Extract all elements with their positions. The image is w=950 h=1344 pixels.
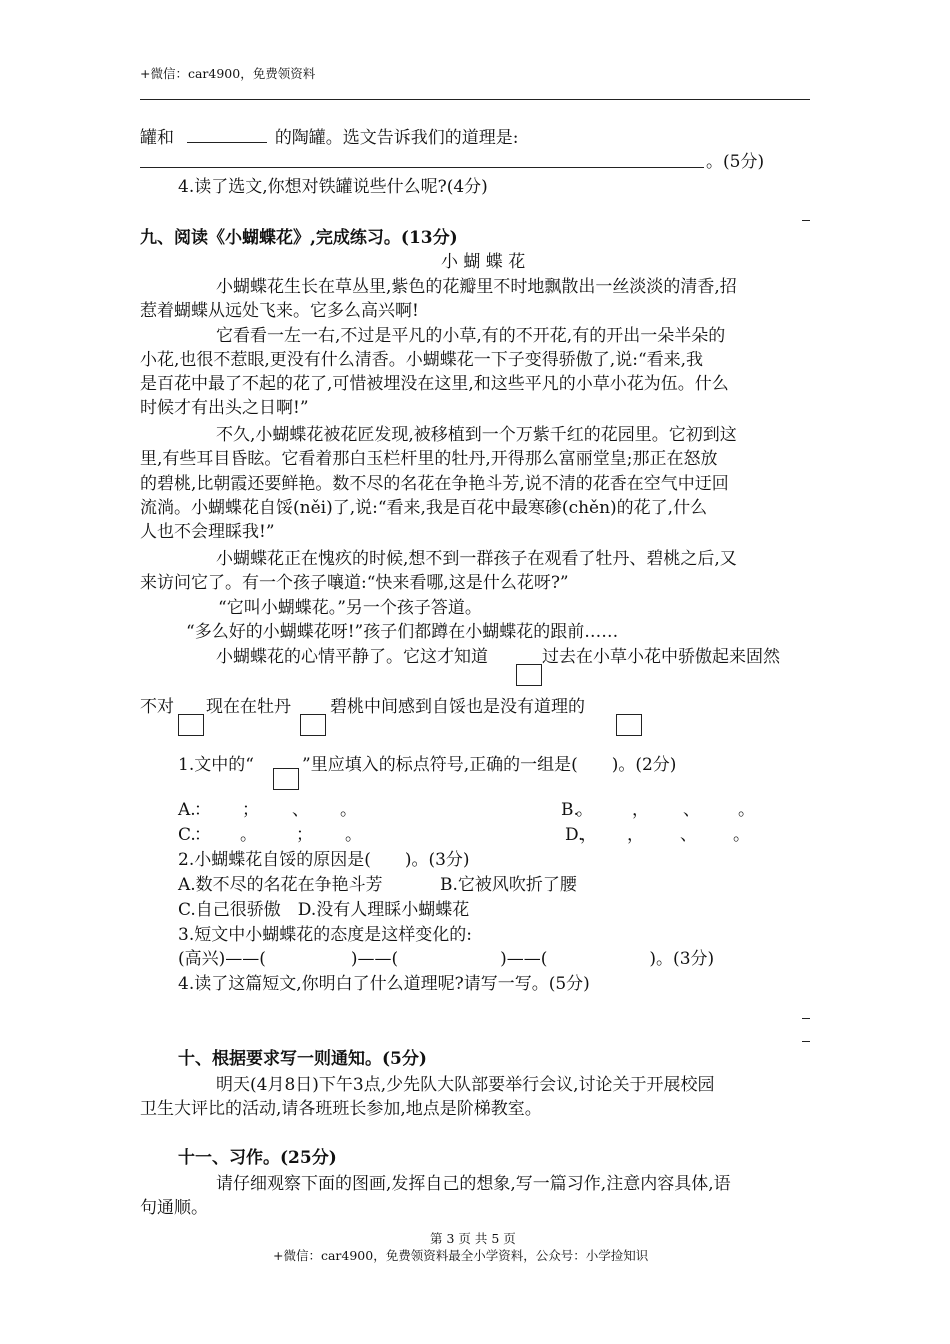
option-d-label[interactable]: D. bbox=[565, 825, 584, 845]
p3-line1: 不久,小蝴蝶花被花匠发现,被移植到一个万紫千红的花园里。它初到这 bbox=[216, 425, 737, 445]
section10-title: 十、根据要求写一则通知。(5分) bbox=[178, 1049, 427, 1069]
prev-line-end: 。(5分) bbox=[706, 152, 765, 172]
prev-line-part2: 的陶罐。选文告诉我们的道理是: bbox=[274, 128, 519, 148]
punctuation-box-4[interactable] bbox=[616, 714, 642, 736]
option-c-mark: 。 bbox=[345, 825, 362, 845]
punctuation-box-3[interactable] bbox=[300, 714, 326, 736]
prev-question-4: 4.读了选文,你想对铁罐说些什么呢?(4分) bbox=[178, 177, 488, 197]
option-c-mark: ； bbox=[296, 825, 313, 845]
p7-part-b: 过去在小草小花中骄傲起来固然 bbox=[542, 647, 780, 667]
section9-title: 九、阅读《小蝴蝶花》,完成练习。(13分) bbox=[140, 228, 458, 248]
p3-line2: 里,有些耳目昏眩。它看着那白玉栏杆里的牡丹,开得那么富丽堂皇;那正在怒放 bbox=[140, 449, 718, 469]
option-b-label[interactable]: B. bbox=[561, 800, 579, 820]
option-b-mark: 。 bbox=[576, 800, 593, 820]
q2-option-a[interactable]: A.数不尽的名花在争艳斗芳 bbox=[178, 875, 383, 895]
p8-part-c: 碧桃中间感到自馁也是没有道理的 bbox=[330, 697, 585, 717]
footer-wechat-note: +微信：car4900，免费领资料最全小学资料，公众号：小学捡知识 bbox=[273, 1248, 649, 1263]
q3-answer-line: (高兴)——( )——( )——( )。(3分) bbox=[178, 949, 715, 969]
p3-line5: 人也不会理睬我!” bbox=[140, 522, 275, 542]
p3-line3: 的碧桃,比朝霞还要鲜艳。数不尽的名花在争艳斗芳,说不清的花香在空气中迂回 bbox=[140, 474, 729, 494]
section11-title: 十一、习作。(25分) bbox=[178, 1148, 337, 1168]
q1-part-b: ”里应填入的标点符号,正确的一组是( )。(2分) bbox=[302, 755, 677, 775]
punctuation-box-2[interactable] bbox=[178, 714, 204, 736]
question-3: 3.短文中小蝴蝶花的态度是这样变化的: bbox=[178, 925, 472, 945]
page-number: 第 3 页 共 5 页 bbox=[430, 1231, 516, 1246]
p2-line4: 时候才有出头之日啊!” bbox=[140, 398, 309, 418]
p4-line1: 小蝴蝶花正在愧疚的时候,想不到一群孩子在观看了牡丹、碧桃之后,又 bbox=[216, 549, 737, 569]
story-title: 小 蝴 蝶 花 bbox=[441, 252, 526, 272]
p3-line4: 流淌。小蝴蝶花自馁(něi)了,说:“看来,我是百花中最寒碜(chěn)的花了,什么 bbox=[140, 498, 708, 518]
question-2: 2.小蝴蝶花自馁的原因是( )。(3分) bbox=[178, 850, 470, 870]
dash-mark bbox=[802, 1041, 810, 1042]
header-wechat-note: +微信：car4900，免费领资料 bbox=[140, 66, 316, 81]
q2-options-cd: C.自己很骄傲 D.没有人理睬小蝴蝶花 bbox=[178, 900, 470, 920]
question-4: 4.读了这篇短文,你明白了什么道理呢?请写一写。(5分) bbox=[178, 974, 590, 994]
option-d-mark: 、 bbox=[680, 825, 697, 845]
p2-line3: 是百花中最了不起的花了,可惜被埋没在这里,和这些平凡的小草小花为伍。什么 bbox=[140, 374, 729, 394]
p2-line2: 小花,也很不惹眼,更没有什么清香。小蝴蝶花一下子变得骄傲了,说:“看来,我 bbox=[140, 350, 704, 370]
option-c-mark: ： bbox=[194, 825, 211, 845]
option-c-mark: 。 bbox=[240, 825, 257, 845]
p2-line1: 它看看一左一右,不过是平凡的小草,有的不开花,有的开出一朵半朵的 bbox=[216, 326, 726, 346]
option-b-mark: ， bbox=[632, 800, 649, 820]
option-d-mark: 。 bbox=[733, 825, 750, 845]
p4-line2: 来访问它了。有一个孩子嚷道:“快来看哪,这是什么花呀?” bbox=[140, 573, 569, 593]
answer-blank bbox=[187, 126, 267, 143]
option-a-mark: ； bbox=[242, 800, 259, 820]
option-d-mark: ， bbox=[580, 825, 597, 845]
option-a-label[interactable]: A. bbox=[178, 800, 196, 820]
option-b-mark: 、 bbox=[683, 800, 700, 820]
option-c-label[interactable]: C. bbox=[178, 825, 196, 845]
answer-line bbox=[140, 167, 704, 168]
dash-mark bbox=[802, 1018, 810, 1019]
p1-line1: 小蝴蝶花生长在草丛里,紫色的花瓣里不时地飘散出一丝淡淡的清香,招 bbox=[216, 277, 737, 297]
p6: “多么好的小蝴蝶花呀!”孩子们都蹲在小蝴蝶花的跟前…… bbox=[186, 622, 619, 642]
p8-part-b: 现在在牡丹 bbox=[206, 697, 291, 717]
option-d-mark: ， bbox=[627, 825, 644, 845]
section10-line1: 明天(4月8日)下午3点,少先队大队部要举行会议,讨论关于开展校园 bbox=[216, 1075, 715, 1095]
option-b-mark: 。 bbox=[738, 800, 755, 820]
p8-part-a: 不对 bbox=[140, 697, 174, 717]
q2-option-b[interactable]: B.它被风吹折了腰 bbox=[440, 875, 577, 895]
dash-mark bbox=[802, 220, 810, 221]
p5: “它叫小蝴蝶花。”另一个孩子答道。 bbox=[218, 598, 482, 618]
option-a-mark: ： bbox=[194, 800, 211, 820]
q1-part-a: 1.文中的“ bbox=[178, 755, 254, 775]
p7-part-a: 小蝴蝶花的心情平静了。它这才知道 bbox=[216, 647, 488, 667]
p1-line2: 惹着蝴蝶从远处飞来。它多么高兴啊! bbox=[140, 301, 419, 321]
section10-line2: 卫生大评比的活动,请各班班长参加,地点是阶梯教室。 bbox=[140, 1099, 542, 1119]
option-a-mark: 、 bbox=[292, 800, 309, 820]
prev-line-1 bbox=[140, 126, 519, 149]
header-rule bbox=[140, 99, 810, 100]
punctuation-box-1[interactable] bbox=[516, 664, 542, 686]
option-a-mark: 。 bbox=[340, 800, 357, 820]
punctuation-box-example bbox=[273, 768, 299, 790]
prev-line-part1: 罐和 bbox=[140, 128, 174, 148]
section11-line1: 请仔细观察下面的图画,发挥自己的想象,写一篇习作,注意内容具体,语 bbox=[216, 1174, 731, 1194]
section11-line2: 句通顺。 bbox=[140, 1198, 208, 1218]
